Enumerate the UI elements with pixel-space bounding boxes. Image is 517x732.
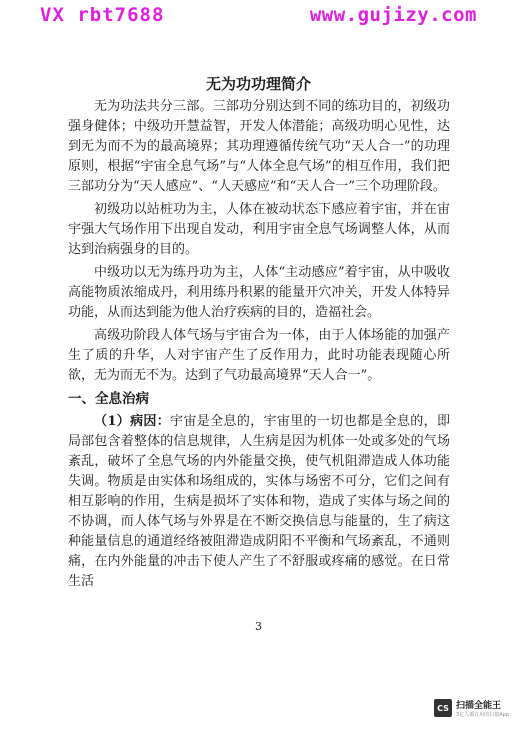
section-paragraph xyxy=(68,412,450,592)
scanner-tagline: 3亿人都在用的扫描App xyxy=(456,712,509,718)
scanner-name: 扫描全能王 xyxy=(456,701,502,711)
watermark xyxy=(40,4,477,26)
camscanner-icon: CS xyxy=(434,699,452,717)
page-title: 无为功功理简介 xyxy=(205,75,311,93)
paragraph: 中级功以无为练丹功为主，人体“主动感应”着宇宙，从中吸收高能物质浓缩成丹，利用练丹积累的能量开穴冲关，开发人体特异功能，从而达到能为他人治疗疾病的目的，造福社会。 xyxy=(68,265,450,320)
watermark-url: www.gujizy.com xyxy=(309,4,477,26)
page-number: 3 xyxy=(255,620,262,633)
paragraph: 初级功以站桩功为主，人体在被动状态下感应着宇宙，并在宙宇强大气场作用下出现自发动，利用宇宙全息气场调整人体，从而达到治病强身的目的。 xyxy=(68,202,450,257)
section-heading: 一、全息治病 xyxy=(68,391,149,407)
paragraph: 高级功阶段人体气场与宇宙合为一体，由于人体场能的加强产生了质的升华，人对宇宙产生了反作用力，此时功能表现随心所欲，无为而无不为。达到了气功最高境界“天人合一”。 xyxy=(68,328,450,383)
watermark-left: VX rbt7688 xyxy=(40,4,165,26)
paragraph: 无为功法共分三部。三部功分别达到不同的练功目的，初级功强身健体；中级功开慧益智，开发人体潜能；高级功明心见性，达到无为而不为的最高境界；其功理遵循传统气功“天人合一”的功理原则，根据“宇宙全息气场”与“人体全息气场”的相互作用，我们把三部功分为“天人感应”、“人天感应”和“天人合一”三个功理阶段。 xyxy=(68,99,450,194)
section-text: 宇宙是全息的，宇宙里的一切也都是全息的，即局部包含着整体的信息规律，人生病是因为机体一处或多处的气场紊乱，破坏了全息气场的内外能量交换，使气机阻滞造成人体功能失调。物质是由实体和场组成的，实体与场密不可分，它们之间有相互影响的作用，生病是损坏了实体和物，造成了实体与场之间的不协调，而人体气场与外界是在不断交换信息与能量的，生了病这种能量信息的通道经络被阻滞造成阴阳不平衡和气场紊乱，不通则痛，在内外能量的冲击下使人产生了不舒服或疼痛的感觉。在日常生活 xyxy=(68,414,450,589)
scanner-text xyxy=(456,698,509,718)
section-lead: （1）病因： xyxy=(94,414,171,429)
scanner-badge xyxy=(434,698,509,718)
document-body xyxy=(68,97,450,595)
